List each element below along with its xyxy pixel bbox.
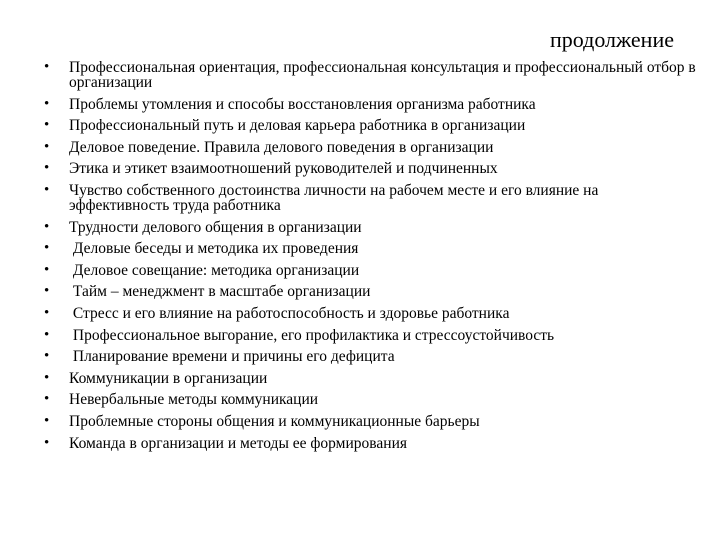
bullet-icon: • [44, 283, 50, 300]
list-item [0, 349, 700, 364]
bullet-icon: • [44, 326, 50, 343]
bullet-icon: • [44, 391, 50, 408]
list-item-text: Деловое поведение. Правила делового поведения в организации [69, 138, 494, 156]
list-item-text: Профессиональная ориентация, профессиональная консультация и профессиональный отбор в организации [69, 59, 700, 91]
list-item [0, 263, 700, 278]
list-item [0, 161, 700, 176]
list-item [0, 328, 700, 343]
bullet-icon: • [44, 348, 50, 365]
bullet-icon: • [44, 369, 50, 386]
bullet-icon: • [44, 218, 50, 235]
topic-list [0, 60, 700, 457]
list-item-text: Профессиональное выгорание, его профилактика и стрессоустойчивость [69, 326, 555, 344]
bullet-icon: • [44, 412, 50, 429]
list-item-text: Невербальные методы коммуникации [69, 391, 319, 409]
list-item [0, 97, 700, 112]
list-item [0, 241, 700, 256]
list-item-text: Проблемы утомления и способы восстановления организма работника [69, 95, 536, 113]
list-item-text: Команда в организации и методы ее формирования [69, 434, 407, 452]
bullet-icon: • [44, 160, 50, 177]
list-item [0, 60, 700, 90]
bullet-icon: • [44, 181, 50, 198]
list-item [0, 183, 700, 213]
list-item-text: Проблемные стороны общения и коммуникационные барьеры [69, 412, 480, 430]
bullet-icon: • [44, 240, 50, 257]
list-item-text: Тайм – менеджмент в масштабе организации [69, 283, 371, 301]
list-item [0, 140, 700, 155]
list-item-text: Стресс и его влияние на работоспособность и здоровье работника [69, 304, 510, 322]
list-item-text: Планирование времени и причины его дефицита [69, 348, 395, 366]
list-item-text: Трудности делового общения в организации [69, 218, 362, 236]
list-item-text: Деловые беседы и методика их проведения [69, 240, 359, 258]
bullet-icon: • [44, 95, 50, 112]
list-item-text: Этика и этикет взаимоотношений руководителей и подчиненных [69, 160, 498, 178]
list-item [0, 436, 700, 451]
bullet-icon: • [44, 117, 50, 134]
list-item-text: Чувство собственного достоинства личности на рабочем месте и его влияние на эффективность труда работника [69, 181, 603, 214]
bullet-icon: • [44, 261, 50, 278]
bullet-icon: • [44, 434, 50, 451]
list-item-text: Профессиональный путь и деловая карьера работника в организации [69, 117, 526, 135]
list-item [0, 371, 700, 386]
bullet-icon: • [44, 59, 50, 75]
slide-heading: продолжение [549, 27, 674, 52]
list-item [0, 392, 700, 407]
bullet-icon: • [44, 138, 50, 155]
list-item [0, 414, 700, 429]
list-item [0, 306, 700, 321]
list-item [0, 220, 700, 235]
bullet-icon: • [44, 304, 50, 321]
list-item [0, 284, 700, 299]
list-item-text: Деловое совещание: методика организации [69, 261, 360, 279]
list-item [0, 118, 700, 133]
list-item-text: Коммуникации в организации [69, 369, 268, 387]
